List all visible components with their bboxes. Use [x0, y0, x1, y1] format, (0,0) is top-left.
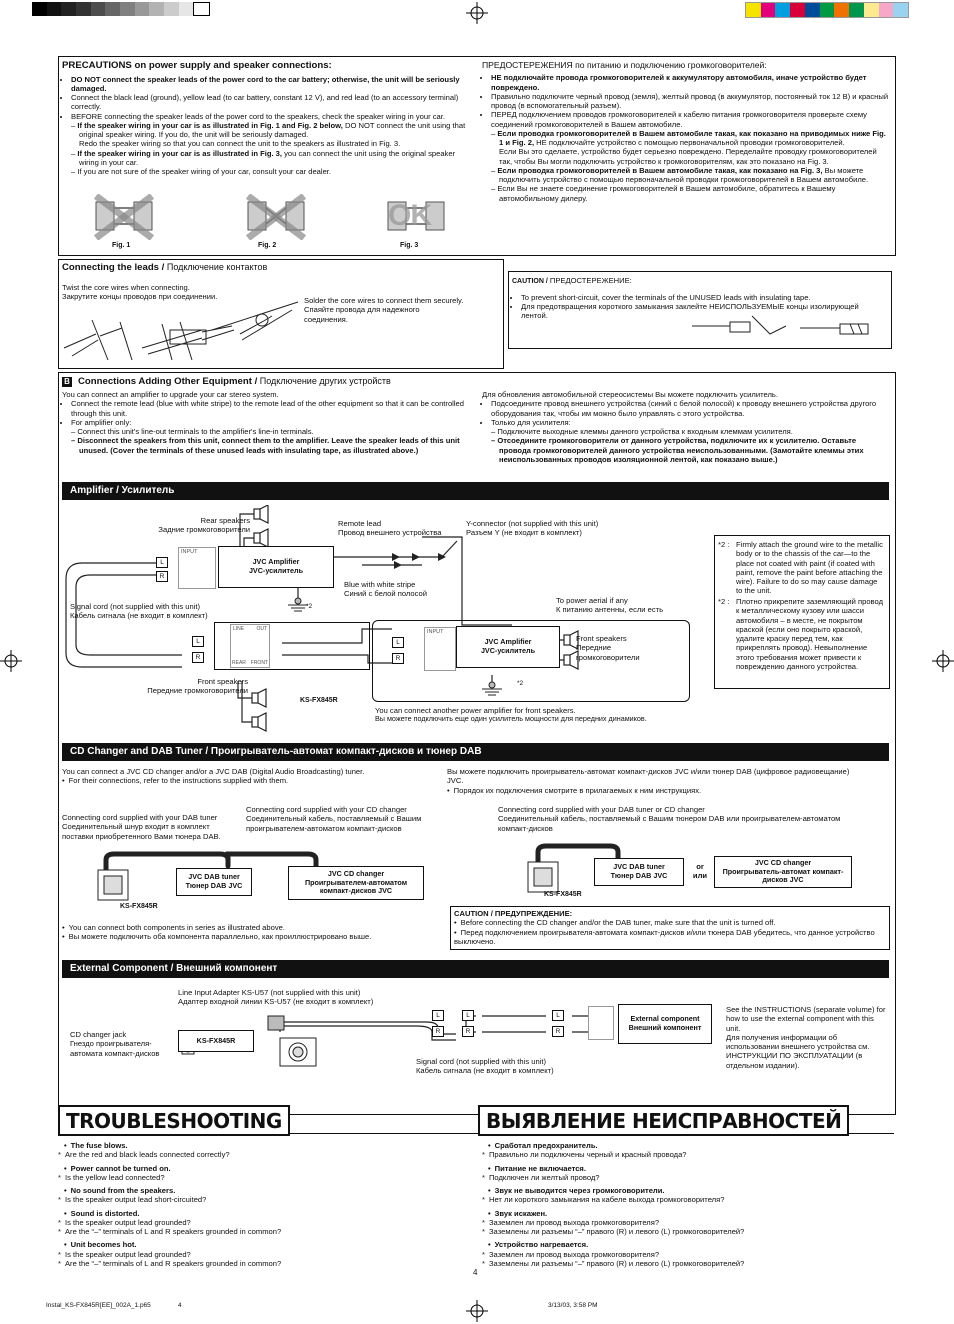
device-name-en: JVC Amplifier — [252, 557, 300, 567]
cd-jack-label — [70, 1030, 174, 1058]
label-en: Rear speakers — [200, 516, 250, 525]
bullet: • For their connections, refer to the instructions supplied with them. — [62, 776, 442, 785]
trouble-check: * Are the “–” terminals of L and R speakers grounded in common? — [58, 1227, 468, 1236]
trouble-check: * Заземлен ли провод выхода громкоговорителя? — [482, 1250, 892, 1259]
fig1-wiring-illustration — [92, 194, 156, 240]
wire-twisting-illustration — [62, 300, 302, 364]
input-label: INPUT — [427, 629, 444, 635]
fig2-wiring-illustration — [244, 194, 308, 240]
precaution-sub-1b: Redo the speaker wiring so that you can connect the unit to the speakers as illustrated in Fig. 3. — [79, 139, 401, 149]
trouble-check: * Заземлен ли провод выхода громкоговорителя? — [482, 1218, 892, 1227]
amp1-input-panel — [178, 547, 216, 589]
caution-title — [512, 276, 884, 287]
cd-cord-label — [246, 805, 432, 833]
trouble-check: * Is the speaker output lead grounded? — [58, 1250, 468, 1259]
color-swatch — [746, 3, 761, 17]
label-en: Front speakers — [576, 634, 627, 643]
device-name-ru: Проигрыватель-автомат компакт-дисков JVC — [722, 866, 844, 885]
see-instructions-note — [726, 1005, 890, 1070]
label-en: Connecting cord supplied with your CD changer — [246, 805, 407, 814]
color-swatch — [834, 3, 849, 17]
trouble-symptom: • Сработал предохранитель. — [482, 1141, 892, 1150]
color-swatch — [879, 3, 894, 17]
ks-fx845r-label-cd1: KS-FX845R — [120, 903, 158, 910]
trouble-check: * Правильно ли подключены черный и красный провода? — [482, 1150, 892, 1159]
signal-cord-label — [70, 602, 208, 621]
precaution-sub-1: – If the speaker wiring in your car is as illustrated in Fig. 1 and Fig. 2 below, DO NOT connect the unit using that original speaker wiring. If you do, the unit will be seriously damaged. — [71, 120, 466, 140]
caution-item: • To prevent short-circuit, cover the terminals of the UNUSED leads with insulating tape. — [521, 293, 866, 302]
label-ru: Передние — [576, 643, 612, 653]
label-ru: Адаптер входной линии KS-U57 (не входит в комплект) — [178, 997, 374, 1007]
sub-item: – Connect this unit's line-out terminals to the amplifier's line-in terminals. — [71, 427, 314, 436]
label-en: Remote lead — [338, 519, 382, 528]
front-speakers-label-left — [134, 677, 248, 696]
label-ru-2: громкоговорители — [576, 652, 640, 662]
footer-date: 3/13/03, 3:58 PM — [548, 1302, 598, 1309]
other-russian — [482, 390, 890, 464]
registration-mark-left — [0, 650, 22, 672]
ext-component-jacks — [588, 1006, 614, 1040]
device-name-ru: Тюнер DAB JVC — [185, 881, 243, 890]
precaution-item: • DO NOT connect the speaker leads of the power cord to the car battery; otherwise, the unit will be seriously damaged. — [71, 75, 472, 94]
amp1-r-jack: R — [156, 571, 168, 582]
trouble-symptom: • Питание не включается. — [482, 1164, 892, 1173]
precaution-item: • ПЕРЕД подключением проводов громкоговорителей к кабелю питания громкоговорителя проверьте схему соединений громкоговорителей в Вашем автомобиле. — [491, 110, 890, 129]
intro-ru: Для обновления автомобильной стереосистемы Вы можете подключить усилитель. — [482, 390, 778, 399]
title-en: Connections Adding Other Equipment / — [78, 376, 258, 387]
sub-rest: НЕ подключайте устройство с помощью первоначальной проводки громкоговорителей. — [534, 138, 845, 148]
ks-fx845r-label-cd2: KS-FX845R — [544, 891, 582, 898]
device-name-en: JVC Amplifier — [484, 637, 532, 647]
cd-changer-bar: CD Changer and DAB Tuner / Проигрыватель-автомат компакт-дисков и тюнер DAB — [62, 743, 889, 761]
device-name-en: External component — [630, 1014, 700, 1024]
sub-bold: Если проводка громкоговорителей в Вашем автомобиле такая, как показано на Fig. 3, — [497, 165, 823, 175]
label-ru: Соединительный кабель, поставляемый с Вашим тюнером DAB или проигрывателем-автоматом компакт-дисков — [498, 814, 841, 833]
troubleshooting-list-ru — [482, 1141, 892, 1272]
precaution-sub-3: – If you are not sure of the speaker wiring of your car, consult your car dealer. — [71, 167, 332, 177]
registration-mark-bottom — [466, 1300, 488, 1322]
bullet: • Только для усилителя: — [491, 418, 890, 427]
label-en: Blue with white stripe — [344, 580, 416, 589]
color-swatch — [849, 3, 864, 17]
label-en: To power aerial if any — [556, 596, 628, 605]
label-ru: Провод внешнего устройства — [338, 528, 442, 538]
page-number: 4 — [473, 1268, 478, 1277]
title-ru: Подключение других устройств — [257, 376, 391, 386]
ext-cord-r-left: R — [462, 1026, 474, 1037]
label-en: Connecting cord supplied with your DAB tuner or CD changer — [498, 805, 705, 814]
rear-speakers-label — [140, 516, 250, 535]
dab-cord-label — [62, 813, 242, 841]
intro-en: You can connect an amplifier to upgrade your car stereo system. — [62, 390, 279, 399]
device-name-ru: Внешний компонент — [628, 1023, 702, 1032]
sub-item: – Отсоедините громкоговорители от данного устройства, подключите их к усилителю. Оставьте провода громкоговорителей данного устройства неиспользованными. (Замотайте клеммы этих неиспользованных проводов изоляционной лентой, как показано выше.) — [491, 436, 864, 464]
precaution-sub-2: – Если проводка громкоговорителей в Вашем автомобиле такая, как показано на Fig. 3, Вы можете подключить устройство с помощью первоначальной проводки громкоговорителей в Вашем автомобиле. — [491, 165, 869, 185]
sub-item: – Подключите выходные клеммы данного устройства к входным клеммам усилителя. — [491, 427, 793, 436]
precaution-sub-3: – Если Вы не знаете соединение громкоговорителей в Вашем автомобиле, обратитесь к Вашему автомобильному дилеру. — [491, 184, 836, 203]
unit-line-out-r: R — [192, 652, 204, 663]
precautions-title-en: PRECAUTIONS on power supply and speaker connections: — [62, 60, 332, 71]
note-text: Плотно прикрепите заземляющий провод к металлическому кузову или шасси автомобиля – в месте, не покрытом краской (если оно покрыто краской, удалите краску перед тем, как прикреплять провод). Невыполнение этого требования может привести к повреждению данного устройства. — [736, 597, 883, 671]
front-speakers-label-right — [576, 634, 640, 662]
trouble-check: * Are the “–” terminals of L and R speakers grounded in common? — [58, 1259, 468, 1268]
amp2-l-jack: L — [392, 637, 404, 648]
sub-rest: you can connect the unit using the original speaker wiring in your car. — [79, 148, 456, 167]
intro: Вы можете подключить проигрыватель-автомат компакт-дисков JVC и/или тюнер DAB (цифровое радиовещание) JVC. — [447, 767, 850, 786]
device-name: KS-FX845R — [196, 1035, 236, 1045]
cd-series-note — [62, 923, 446, 942]
sub-item: – Disconnect the speakers from this unit, connect them to the amplifier. Leave the speaker leads of this unit unused. (Cover the terminals of these unused leads with insulating tape, as illustrated above.) — [71, 436, 460, 455]
precaution-sub-1: – Если проводка громкоговорителей в Вашем автомобиле такая, как показано на приводимых ниже Fig. 1 и Fig. 2, НЕ подключайте устройство с помощью первоначальной проводки громкоговорителей. — [491, 128, 886, 148]
bullet: • Подсоедините провод внешнего устройства (синий с белой полосой) к проводу внешнего устройства другого оборудования так, чтобы им можно было управлять с этого устройства. — [491, 399, 890, 418]
color-strip — [745, 2, 909, 18]
trouble-check: * Нет ли короткого замыкания на кабеле выхода громкоговорителя? — [482, 1195, 892, 1204]
sub-bold: If the speaker wiring in your car is as illustrated in Fig. 1 and Fig. 2 below, — [77, 120, 343, 130]
amp2-r-jack: R — [392, 653, 404, 664]
label-ru: Гнездо проигрывателя-автомата компакт-дисков — [70, 1039, 160, 1058]
bullet: • Connect the remote lead (blue with white stripe) to the remote lead of the other equipment so that it can be controlled through this unit. — [71, 399, 472, 418]
solder-ru: Спаяйте провода для надежного соединения. — [304, 305, 420, 324]
caution-title: CAUTION / ПРЕДУПРЕЖДЕНИЕ: — [454, 909, 573, 918]
sub-text: Connect this unit's line-out terminals to the amplifier's line-in terminals. — [77, 427, 314, 436]
ext-cord-l-right: L — [552, 1010, 564, 1021]
connecting-leads-title — [62, 262, 267, 274]
jvc-cd-changer-2 — [714, 856, 852, 888]
front-label: FRONT — [250, 659, 268, 666]
jvc-amplifier-2 — [456, 626, 560, 668]
precaution-item: • Правильно подключите черный провод (земля), желтый провод (в аккумулятор, постоянный ток 12 В) и красный провод (в вспомогательный разъем). — [491, 92, 890, 111]
blue-stripe-label — [344, 580, 427, 599]
amplifier-bar: Amplifier / Усилитель — [62, 482, 889, 500]
note-en: See the INSTRUCTIONS (separate volume) for how to use the external component with this unit. — [726, 1005, 886, 1033]
color-swatch — [893, 3, 908, 17]
note-en: • You can connect both components in series as illustrated above. — [62, 923, 446, 932]
sub-text: Если Вы не знаете соединение громкоговорителей в Вашем автомобиле, обратитесь к Вашему автомобильному дилеру. — [497, 184, 836, 203]
label-en: Signal cord (not supplied with this unit) — [70, 602, 201, 611]
amp1-l-jack: L — [156, 557, 168, 568]
label-en: Signal cord (not supplied with this unit) — [416, 1057, 547, 1066]
label-ru: Передние громкоговорители — [147, 686, 248, 696]
trouble-check: * Is the speaker output lead short-circuited? — [58, 1195, 468, 1204]
ks-fx845r-unit — [214, 622, 370, 670]
fig1-label: Fig. 1 — [112, 242, 131, 249]
jvc-dab-tuner-1 — [176, 868, 252, 896]
label-ru: Задние громкоговорители — [158, 525, 250, 535]
trouble-symptom: • Устройство нагревается. — [482, 1240, 892, 1249]
sub-rest: DO NOT connect the unit using that original speaker wiring. If you do, the unit will be seriously damaged. — [79, 120, 466, 140]
jvc-dab-tuner-2 — [594, 858, 684, 886]
precaution-item: • НЕ подключайте провода громкоговорителей к аккумулятору автомобиля, иначе устройство будет повреждено. — [491, 73, 890, 92]
label-ru: К питанию антенны, если есть — [556, 605, 664, 615]
trouble-check: * Подключен ли желтый провод? — [482, 1173, 892, 1182]
solder-instruction — [304, 296, 464, 324]
external-component-bar: External Component / Внешний компонент — [62, 960, 889, 978]
label-ru: Кабель сигнала (не входит в комплект) — [70, 611, 208, 621]
ground-note-ref-1: *2 — [306, 603, 313, 610]
line-label: LINE — [233, 626, 245, 632]
trouble-check: * Is the speaker output lead grounded? — [58, 1218, 468, 1227]
label-en: CD changer jack — [70, 1030, 127, 1039]
caution-item: • Для предотвращения короткого замыкания заклейте НЕИСПОЛЬЗУЕМЫЕ концы изолирующей лентой. — [521, 302, 866, 321]
note-ru: Для получения информации об использовании внешнего устройства см. ИНСТРУКЦИИ ПО ЭКСПЛУАТАЦИИ (в отдельном издании). — [726, 1032, 870, 1070]
label-ru: Кабель сигнала (не входит в комплект) — [416, 1066, 554, 1076]
or-label — [690, 862, 710, 881]
or-en: or — [696, 862, 704, 871]
troubleshooting-title-en: TROUBLESHOOTING — [58, 1105, 290, 1136]
fig3-ok-mark: OK — [388, 199, 431, 232]
troubleshooting-title-ru: ВЫЯВЛЕНИЕ НЕИСПРАВНОСТЕЙ — [478, 1105, 849, 1136]
ext-cord-l-left: L — [462, 1010, 474, 1021]
unit-line-out-l: L — [192, 636, 204, 647]
section-b-badge: B — [62, 377, 72, 387]
intro: You can connect a JVC CD changer and/or a JVC DAB (Digital Audio Broadcasting) tuner. — [62, 767, 365, 776]
note-ru: Вы можете подключить еще один усилитель мощности для передних динамиков. — [375, 714, 647, 724]
solder-en: Solder the core wires to connect them securely. — [304, 296, 464, 305]
label-ru: Синий с белой полосой — [344, 589, 428, 599]
device-name-ru: Проигрывателем-автоматом компакт-дисков JVC — [304, 877, 408, 896]
note-text: Firmly attach the ground wire to the metallic body or to the chassis of the car—to the place not coated with paint (if coated with paint, remove the paint before attaching the wire). Failure to do so may cause damage to the unit. — [736, 540, 883, 596]
sub-text: Подключите выходные клеммы данного устройства к входным клеммам усилителя. — [497, 427, 793, 436]
fig3-label: Fig. 3 — [400, 242, 419, 249]
precautions-title-ru: ПРЕДОСТЕРЕЖЕНИЯ по питанию и подключению громкоговорителей: — [482, 60, 767, 70]
label-en: Connecting cord supplied with your DAB tuner — [62, 813, 218, 822]
note-label: *2 : — [718, 597, 730, 606]
title-en: Connecting the leads / — [62, 262, 165, 273]
y-connector-label — [466, 519, 598, 538]
footer-filename: Instal_KS-FX845R[EE]_002A_1.p65 — [46, 1302, 151, 1309]
amp2-input-panel — [424, 627, 456, 671]
external-component-device — [618, 1004, 712, 1044]
ground-note-ref-2: *2 — [517, 680, 524, 687]
registration-mark-top — [466, 2, 488, 24]
note-label: *2 : — [718, 540, 730, 549]
cd-caution — [454, 909, 884, 946]
trouble-check: * Is the yellow lead connected? — [58, 1173, 468, 1182]
ks-fx845r-unit-ext — [178, 1030, 254, 1052]
or-ru: или — [692, 871, 708, 881]
device-name-en: JVC CD changer — [327, 868, 385, 878]
trouble-symptom: • No sound from the speakers. — [58, 1186, 468, 1195]
trouble-symptom: • Sound is distorted. — [58, 1209, 468, 1218]
trouble-check: * Are the red and black leads connected correctly? — [58, 1150, 468, 1159]
device-name-en: JVC DAB tuner — [613, 862, 665, 872]
footer-page-num: 4 — [178, 1302, 182, 1309]
other-equipment-title — [62, 376, 391, 388]
color-swatch — [761, 3, 776, 17]
label-ru: Разъем Y (не входит в комплект) — [466, 528, 582, 538]
trouble-check: * Заземлены ли разъемы “–” правого (R) и левого (L) громкоговорителей? — [482, 1227, 892, 1236]
jvc-amplifier-1 — [218, 546, 334, 588]
color-swatch — [790, 3, 805, 17]
precaution-item: • BEFORE connecting the speaker leads of the power cord to the speakers, check the speaker wiring in your car. — [71, 112, 472, 121]
note-ru: • Вы можете подключить оба компонента параллельно, как проиллюстрировано выше. — [62, 932, 446, 941]
ext-cord-r-right: R — [552, 1026, 564, 1037]
color-swatch — [805, 3, 820, 17]
ext-signal-cord-label — [416, 1057, 554, 1076]
cd-intro-en — [62, 767, 442, 786]
title-ru: Подключение контактов — [164, 262, 268, 272]
other-english — [62, 390, 472, 455]
bullet: • Порядок их подключения смотрите в прилагаемых к ним инструкциях. — [447, 786, 867, 795]
troubleshooting-list-en — [58, 1141, 468, 1272]
insulating-tape-illustration — [690, 306, 886, 346]
trouble-symptom: • Звук искажен. — [482, 1209, 892, 1218]
precaution-sub-2: – If the speaker wiring in your car is as illustrated in Fig. 3, you can connect the unit using the original speaker wiring in your car. — [71, 148, 456, 167]
twist-instruction — [62, 283, 302, 302]
caution-en: • Before connecting the CD changer and/or the DAB tuner, make sure that the unit is turned off. — [454, 918, 884, 927]
twist-en: Twist the core wires when connecting. — [62, 283, 190, 292]
power-aerial-label — [556, 596, 663, 615]
label-en: Front speakers — [197, 677, 248, 686]
sub-bold: Если проводка громкоговорителей в Вашем автомобиле такая, как показано на приводимых ниже Fig. 1 и Fig. 2, — [497, 128, 886, 148]
note-en: You can connect another power amplifier for front speakers. — [375, 706, 576, 715]
color-swatch — [820, 3, 835, 17]
precaution-sub-1b: Если Вы это сделаете, устройство будет серьезно повреждено. Переделайте проводку громкоговорителей так, чтобы Вы могли подключить устройство к громкоговорителям, как это показано на Fig. 3. — [499, 147, 877, 166]
sub-rest: Вы можете подключить устройство с помощью первоначальной проводки громкоговорителей в Вашем автомобиле. — [499, 165, 869, 185]
twist-ru: Закрутите концы проводов при соединении. — [62, 292, 218, 302]
trouble-symptom: • Звук не выводится через громкоговорители. — [482, 1186, 892, 1195]
sub-text: If you are not sure of the speaker wiring of your car, consult your car dealer. — [77, 167, 332, 177]
out-label: OUT — [256, 626, 267, 632]
trouble-symptom: • Power cannot be turned on. — [58, 1164, 468, 1173]
grayscale-strip — [32, 2, 210, 16]
another-amp-note — [375, 706, 647, 724]
trouble-symptom: • The fuse blows. — [58, 1141, 468, 1150]
sub-text: Disconnect the speakers from this unit, connect them to the amplifier. Leave the speaker leads of this unit unused. (Cover the terminals of these unused leads with insulating tape, as illustrated above.) — [77, 436, 460, 455]
caution-ru: ПРЕДОСТЕРЕЖЕНИЕ: — [547, 276, 632, 285]
label-en: Line Input Adapter KS-U57 (not supplied with this unit) — [178, 988, 361, 997]
device-name-en: JVC DAB tuner — [188, 872, 240, 882]
device-name-en: JVC CD changer — [754, 857, 812, 867]
sub-bold: If the speaker wiring in your car is as illustrated in Fig. 3, — [77, 148, 283, 158]
sub-text: Отсоедините громкоговорители от данного устройства, подключите их к усилителю. Оставьте провода громкоговорителей данного устройства неиспользованными. (Замотайте клеммы этих неиспользованных проводов изоляционной лентой, как показано выше.) — [497, 436, 864, 464]
color-swatch — [775, 3, 790, 17]
bullet: • For amplifier only: — [71, 418, 472, 427]
caution-ru: • Перед подключением проигрывателя-автомата компакт-дисков и/или тюнера DAB убедитесь, что данное устройство выключено. — [454, 928, 884, 947]
fig2-label: Fig. 2 — [258, 242, 277, 249]
device-name-ru: Тюнер DAB JVC — [610, 871, 668, 880]
trouble-check: * Заземлены ли разъемы “–” правого (R) и левого (L) громкоговорителей? — [482, 1259, 892, 1268]
color-swatch — [864, 3, 879, 17]
cd-intro-ru — [447, 767, 867, 795]
registration-mark-right — [932, 650, 954, 672]
label-en: Y-connector (not supplied with this unit) — [466, 519, 599, 528]
rear-label: REAR — [232, 659, 246, 666]
label-ru: Соединительный кабель, поставляемый с Вашим проигрывателем-автоматом компакт-дисков — [246, 814, 422, 833]
label-ru: Соединительный шнур входит в комплект поставки приобретенного Вами тюнера DAB. — [62, 822, 221, 841]
precaution-item: • Connect the black lead (ground), yellow lead (to car battery, constant 12 V), and red lead (to an accessory terminal) correctly. — [71, 93, 472, 112]
ks-fx845r-label: KS-FX845R — [300, 697, 338, 704]
ground-note-ru — [718, 597, 884, 671]
caution-en: CAUTION / — [512, 278, 548, 285]
input-label: INPUT — [181, 549, 198, 555]
device-name-ru: JVC-усилитель — [248, 566, 304, 575]
trouble-symptom: • Unit becomes hot. — [58, 1240, 468, 1249]
remote-lead-label — [338, 519, 441, 538]
jvc-cd-changer-1 — [288, 866, 424, 900]
precautions-english — [62, 60, 472, 176]
either-cord-label — [498, 805, 848, 833]
ground-note-en — [718, 540, 884, 596]
ext-adapter-l: L — [432, 1010, 444, 1021]
precautions-russian — [482, 60, 890, 203]
device-name-ru: JVC-усилитель — [480, 646, 536, 655]
ext-adapter-r: R — [432, 1026, 444, 1037]
